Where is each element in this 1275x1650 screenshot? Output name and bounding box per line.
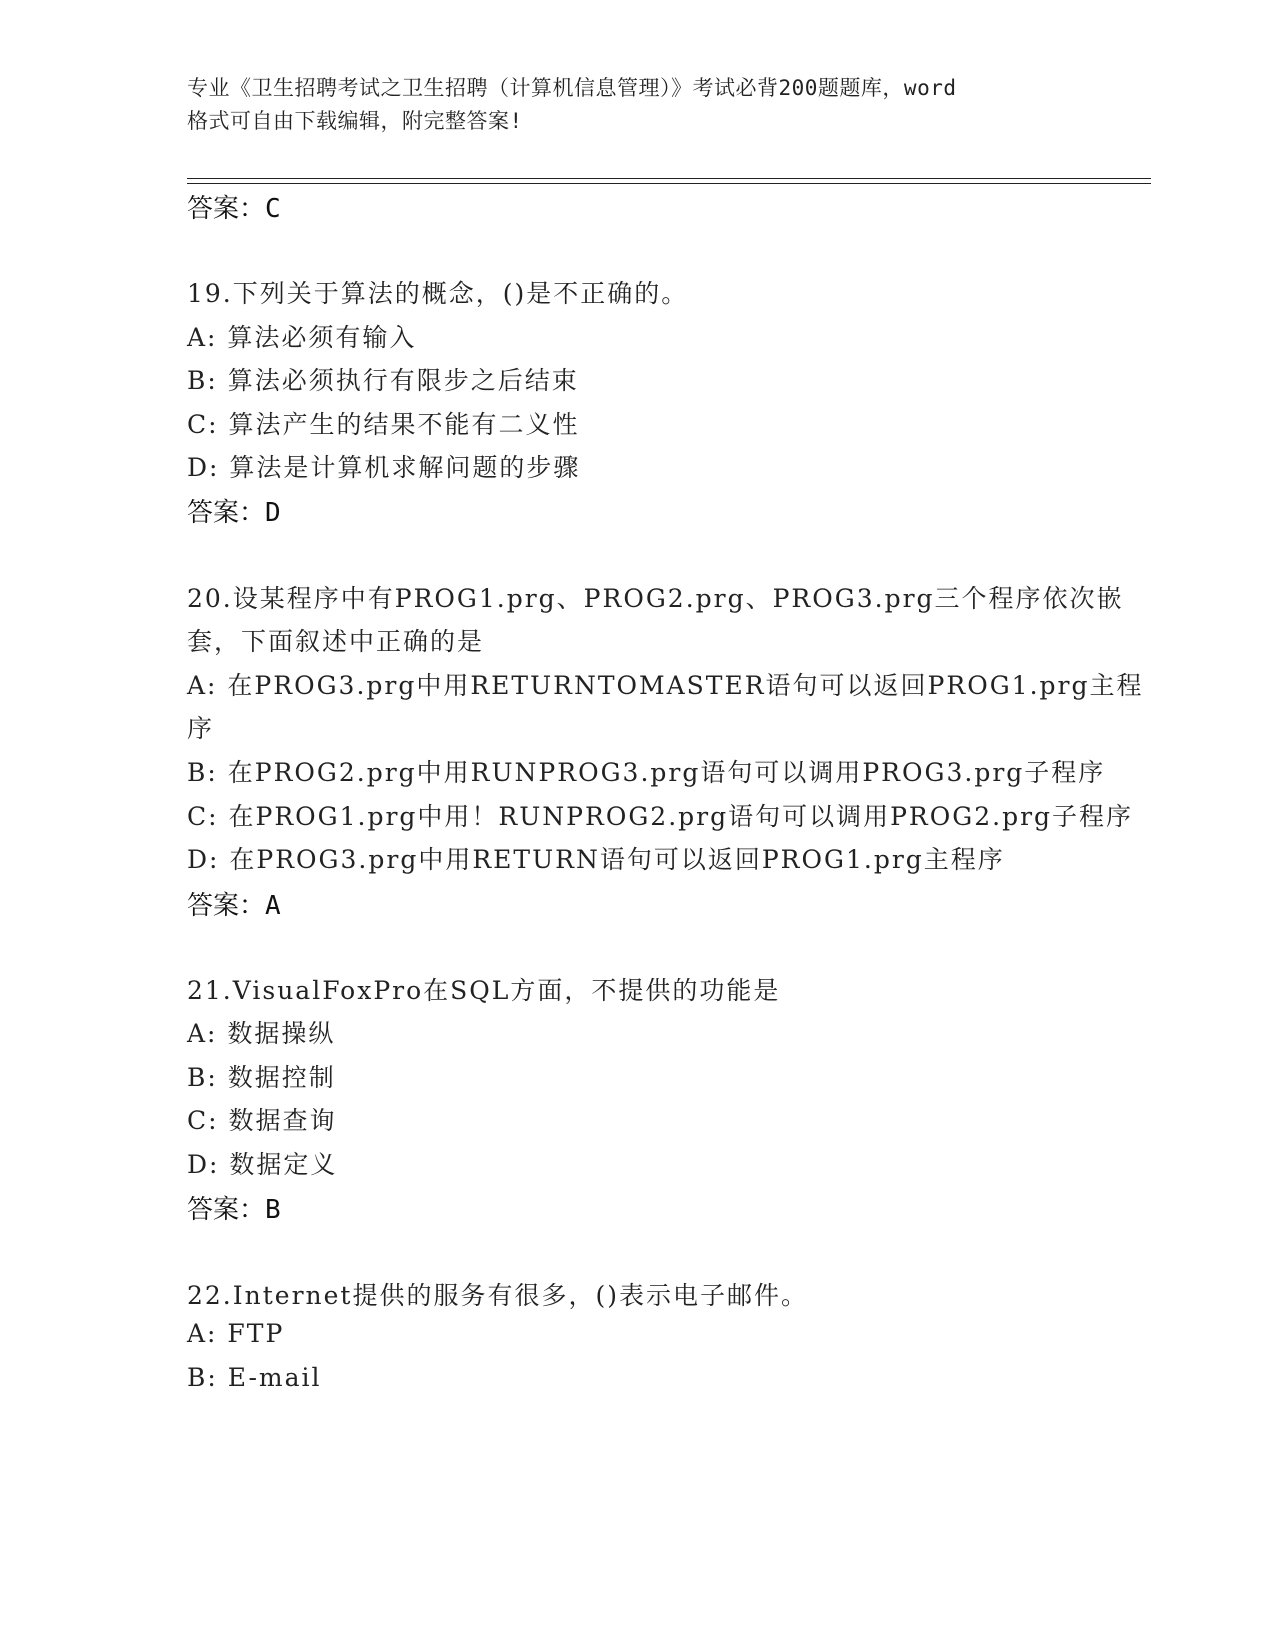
q22-option-b: B: E-mail <box>187 1363 322 1392</box>
q20-stem-line-1: 20.设某程序中有PROG1.prg、PROG2.prg、PROG3.prg三个程序依次嵌 <box>187 584 1124 613</box>
document-header <box>187 72 1087 138</box>
q19-answer: 答案：D <box>187 498 281 528</box>
q19-option-b: B: 算法必须执行有限步之后结束 <box>187 366 579 395</box>
q21-option-b: B: 数据控制 <box>187 1063 336 1092</box>
q21-stem: 21.VisualFoxPro在SQL方面，不提供的功能是 <box>187 976 781 1005</box>
q21-option-c: C: 数据查询 <box>187 1106 337 1135</box>
q22-option-a: A: FTP <box>187 1319 285 1348</box>
q21-option-d: D: 数据定义 <box>187 1150 338 1179</box>
q20-stem-line-2: 套，下面叙述中正确的是 <box>187 627 485 656</box>
header-line-2: 格式可自由下载编辑，附完整答案! <box>187 109 523 133</box>
q19-option-a: A: 算法必须有输入 <box>187 323 417 352</box>
q19-stem: 19.下列关于算法的概念，()是不正确的。 <box>187 279 689 308</box>
answer-18: 答案：C <box>187 194 281 224</box>
header-rule-bottom <box>187 183 1151 184</box>
q21-answer: 答案：B <box>187 1195 281 1225</box>
header-rule-top <box>187 178 1151 179</box>
q20-answer: 答案：A <box>187 891 281 921</box>
q22-stem: 22.Internet提供的服务有很多，()表示电子邮件。 <box>187 1281 808 1310</box>
q21-option-a: A: 数据操纵 <box>187 1019 336 1048</box>
header-line-1: 专业《卫生招聘考试之卫生招聘（计算机信息管理）》考试必背200题题库，word <box>187 76 957 100</box>
q20-option-c: C: 在PROG1.prg中用！RUNPROG2.prg语句可以调用PROG2.prg子程序 <box>187 802 1134 831</box>
q20-option-b: B: 在PROG2.prg中用RUNPROG3.prg语句可以调用PROG3.prg子程序 <box>187 758 1106 787</box>
q20-option-a-line-1: A: 在PROG3.prg中用RETURNTOMASTER语句可以返回PROG1.prg主程 <box>187 671 1144 700</box>
q20-option-a-line-2: 序 <box>187 714 215 743</box>
q20-option-d: D: 在PROG3.prg中用RETURN语句可以返回PROG1.prg主程序 <box>187 845 1005 874</box>
q19-option-d: D: 算法是计算机求解问题的步骤 <box>187 453 581 482</box>
q19-option-c: C: 算法产生的结果不能有二义性 <box>187 410 580 439</box>
